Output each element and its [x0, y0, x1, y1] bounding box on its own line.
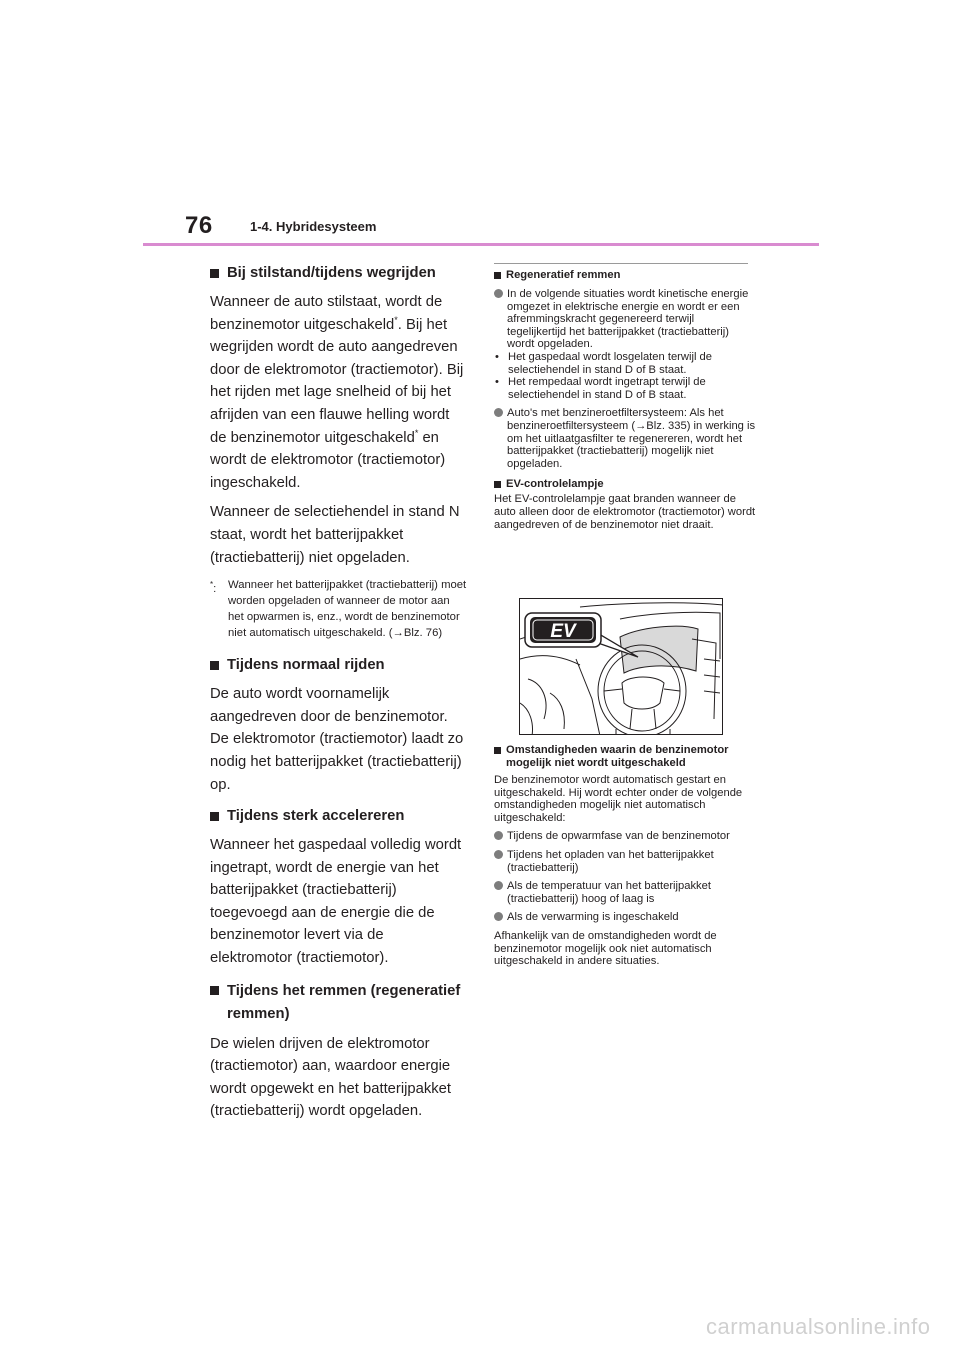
paragraph-standstill: Wanneer de auto stilstaat, wordt de benzinemotor uitgeschakeld*. Bij het wegrijden wordt de auto aangedreven door de elektromotor (tractiemotor). Bij het rijden met lage snelheid of bij het afrijden van een flauwe helling wordt de benzinemotor uitgeschakeld* en wordt de elektromotor (tractiemotor) ingeschakeld.	[210, 294, 464, 491]
list-item: Tijdens de opwarmfase van de benzinemotor	[494, 830, 756, 843]
paragraph-braking: De wielen drijven de elektromotor (tractiemotor) aan, waardoor energie wordt opgewekt en het batterijpakket (tractiebatterij) wordt opgeladen.	[210, 1035, 452, 1120]
round-bullet-icon	[494, 881, 503, 890]
square-bullet-icon	[494, 747, 501, 754]
list-item: In de volgende situaties wordt kinetische energie omgezet in elektrische energie en wordt er een afremmingskracht gegenereerd terwijl tegelijkertijd het batterijpakket (tractiebatterij) wordt opgeladen.	[494, 288, 756, 351]
list-item: Als de verwarming is ingeschakeld	[494, 911, 756, 924]
square-bullet-icon	[494, 272, 501, 279]
heading-ev-indicator: EV-controlelampje	[494, 478, 756, 491]
square-bullet-icon	[210, 986, 219, 995]
left-column	[210, 254, 468, 1123]
paragraph-normal-driving: De auto wordt voornamelijk aangedreven door de benzinemotor. De elektromotor (tractiemotor) laadt zo nodig het batterijpakket (tractiebatterij) op.	[210, 686, 464, 793]
heading-normal-driving: Tijdens normaal rijden	[210, 655, 468, 676]
round-bullet-icon	[494, 289, 503, 298]
section-title: 1-4. Hybridesysteem	[250, 219, 377, 234]
list-item: Als de temperatuur van het batterijpakket (tractiebatterij) hoog of laag is	[494, 880, 756, 905]
ev-indicator-icon: EV	[550, 621, 576, 642]
dashboard-drawing	[520, 599, 723, 735]
round-bullet-icon	[494, 912, 503, 921]
list-item: Tijdens het opladen van het batterijpakket (tractiebatterij)	[494, 849, 756, 874]
heading-standstill: Bij stilstand/tijdens wegrijden	[210, 263, 468, 284]
ev-indicator-illustration	[519, 598, 723, 735]
page-number: 76	[185, 212, 213, 239]
paragraph-engine-not-off: De benzinemotor wordt automatisch gestart en uitgeschakeld. Hij wordt echter onder de volgende omstandigheden mogelijk niet automatisch uitgeschakeld:	[494, 774, 743, 824]
square-bullet-icon	[210, 661, 219, 670]
footnote: *: Wanneer het batterijpakket (tractiebatterij) moet worden opgeladen of wanneer de motor aan het opwarmen is, enz., wordt de benzinemotor niet automatisch uitgeschakeld. (→Blz. 76)	[210, 579, 467, 640]
heading-acceleration: Tijdens sterk accelereren	[210, 806, 468, 827]
paragraph-acceleration: Wanneer het gaspedaal volledig wordt ingetrapt, wordt de energie van het batterijpakket (tractiebatterij) toegevoegd aan de energie die de benzinemotor levert via de elektromotor (tractiemotor).	[210, 837, 462, 967]
heading-regenerative: Regeneratief remmen	[494, 269, 756, 282]
paragraph-other-situations: Afhankelijk van de omstandigheden wordt de benzinemotor mogelijk ook niet automatisch uitgeschakeld in andere situaties.	[494, 929, 717, 968]
round-bullet-icon	[494, 831, 503, 840]
square-bullet-icon	[210, 269, 219, 278]
asterisk-mark: *	[414, 427, 419, 438]
round-bullet-icon	[494, 408, 503, 417]
square-bullet-icon	[494, 481, 501, 488]
header-rule	[143, 243, 819, 246]
sub-list-item: • Het rempedaal wordt ingetrapt terwijl de selectiehendel in stand D of B staat.	[495, 376, 706, 401]
sub-list-item: • Het gaspedaal wordt losgelaten terwijl de selectiehendel in stand D of B staat.	[495, 350, 712, 376]
round-bullet-icon	[494, 850, 503, 859]
right-column-lower	[494, 736, 756, 968]
square-bullet-icon	[210, 812, 219, 821]
paragraph-neutral: Wanneer de selectiehendel in stand N staat, wordt het batterijpakket (tractiebatterij) niet opgeladen.	[210, 504, 460, 566]
heading-engine-not-off: Omstandigheden waarin de benzinemotor mogelijk niet wordt uitgeschakeld	[494, 744, 756, 770]
heading-braking: Tijdens het remmen (regeneratief remmen)	[210, 980, 468, 1026]
right-column	[494, 263, 756, 531]
watermark: carmanualsonline.info	[706, 1314, 931, 1339]
list-item: Auto's met benzineroetfiltersysteem: Als het benzineroetfiltersysteem (→Blz. 335) in werking is om het uitlaatgasfilter te regenereren, wordt het batterijpakket (tractiebatterij) mogelijk niet opgeladen.	[494, 407, 756, 470]
paragraph-ev-indicator: Het EV-controlelampje gaat branden wanneer de auto alleen door de elektromotor (tractiemotor) wordt aangedreven of de benzinemotor niet draait.	[494, 493, 756, 531]
asterisk-mark: *	[394, 314, 398, 325]
